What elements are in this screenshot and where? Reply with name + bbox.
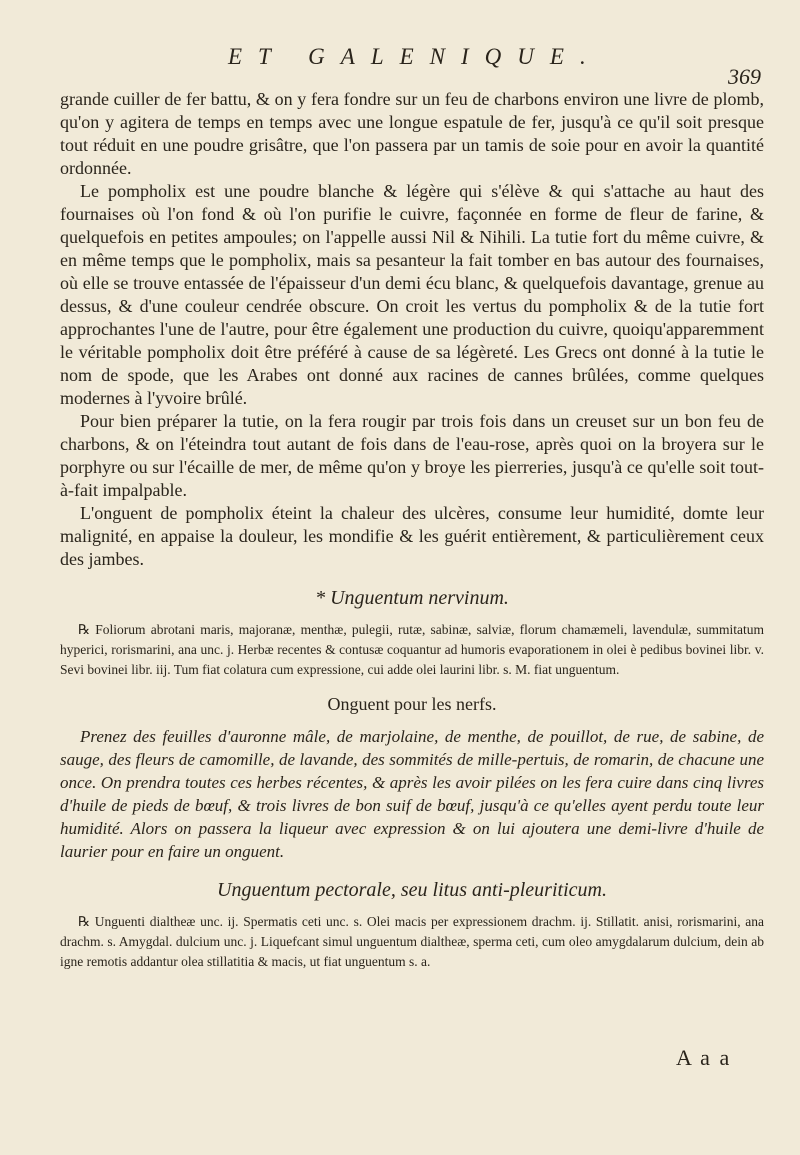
paragraph-lead-preparation: grande cuiller de fer battu, & on y fera fondre sur un feu de charbons environ une livre de plomb, qu'on y agitera de temps en temps avec une longue espatule de fer, jusqu'à ce qu'il soit presque tout réduit en une poudre grisâtre, que l'on passera par un tamis de soie pour en avoir la quantité ordonnée. [60, 89, 764, 178]
french-recipe-nerfs: Prenez des feuilles d'auronne mâle, de marjolaine, de menthe, de pouillot, de rue, de sabine, de sauge, des fleurs de camomille, de lavande, des sommités de mille-pertuis, de romarin, de chacune une once. On prendra toutes ces herbes récentes, & après les avoir pilées on les fera cuire dans cinq livres d'huile de pieds de bœuf, & trois livres de bon suif de bœuf, jusqu'à ce qu'elles ayent perdu toute leur humidité. Alors on passera la liqueur avec expression & on lui ajoutera une demi-livre d'huile de laurier pour en faire un onguent. [60, 727, 764, 861]
latin-recipe-pectorale: ℞ Unguenti dialtheæ unc. ij. Spermatis ceti unc. s. Olei macis per expressionem drachm. ij. Stillatit. anisi, rorismarini, ana drachm. s. Amygdal. dulcium unc. j. Liquefcant simul unguentum dialtheæ, sperma ceti, cum oleo amygdalarum dulcium, dein ab igne remotis addantur olea stillatitia & macis, ut fiat unguentum s. a. [60, 914, 764, 969]
section-heading-unguentum-pectorale: Unguentum pectorale, seu litus anti-pleuriticum. [217, 879, 607, 901]
running-head: ET GALENIQUE. [228, 44, 602, 69]
section-heading-onguent-nerfs: Onguent pour les nerfs. [327, 694, 497, 714]
paragraph-pompholix: Le pompholix est une poudre blanche & légère qui s'élève & qui s'attache au haut des fournaises où l'on fond & où l'on purifie le cuivre, façonnée en forme de fleur de farine, & quelquefois en petites ampoules; on l'appelle aussi Nil & Nihili. La tutie fort du même cuivre, & en même temps que le pompholix, mais sa pesanteur la fait tomber en bas autour des fournaises, où elle se trouve entassée de l'épaisseur d'un demi écu blanc, & quelquefois davantage, grenue au dessus, & d'une couleur cendrée obscure. On croit les vertus du pompholix & de la tutie fort approchantes l'une de l'autre, pour être également une production du cuivre, quoiqu'apparemment le véritable pompholix doit être préféré à cause de sa légèreté. Les Grecs ont donné à la tutie le nom de spode, que les Arabes ont donné aux racines de cannes brûlées, comme quelques modernes à l'yvoire brûlé. [60, 181, 764, 408]
main-text [60, 88, 764, 972]
paragraph-tutie-preparation: Pour bien préparer la tutie, on la fera rougir par trois fois dans un creuset sur un bon feu de charbons, & on l'éteindra tout autant de fois dans de l'eau-rose, après quoi on la broyera sur le porphyre ou sur l'écaille de mer, de même qu'on y broye les pierreries, jusqu'à ce qu'elle soit tout-à-fait impalpable. [60, 411, 764, 500]
latin-recipe-nervinum: ℞ Foliorum abrotani maris, majoranæ, menthæ, pulegii, rutæ, sabinæ, salviæ, florum chamæmeli, lavendulæ, summitatum hyperici, rorismarini, ana unc. j. Herbæ recentes & contusæ coquantur ad humoris evaporationem in olei è pedibus bovinei libr. v. Sevi bovinei libr. iij. Tum fiat colatura cum expressione, cui adde olei laurini libr. s. M. fiat unguentum. [60, 622, 764, 677]
signature-mark: A a a [676, 1045, 732, 1070]
paragraph-onguent-virtues: L'onguent de pompholix éteint la chaleur des ulcères, consume leur humidité, domte leur malignité, en appaise la douleur, les mondifie & les guérit entièrement, & particulièrement ceux des jambes. [60, 503, 764, 569]
page-number: 369 [728, 64, 761, 89]
section-heading-unguentum-nervinum: * Unguentum nervinum. [315, 587, 509, 609]
